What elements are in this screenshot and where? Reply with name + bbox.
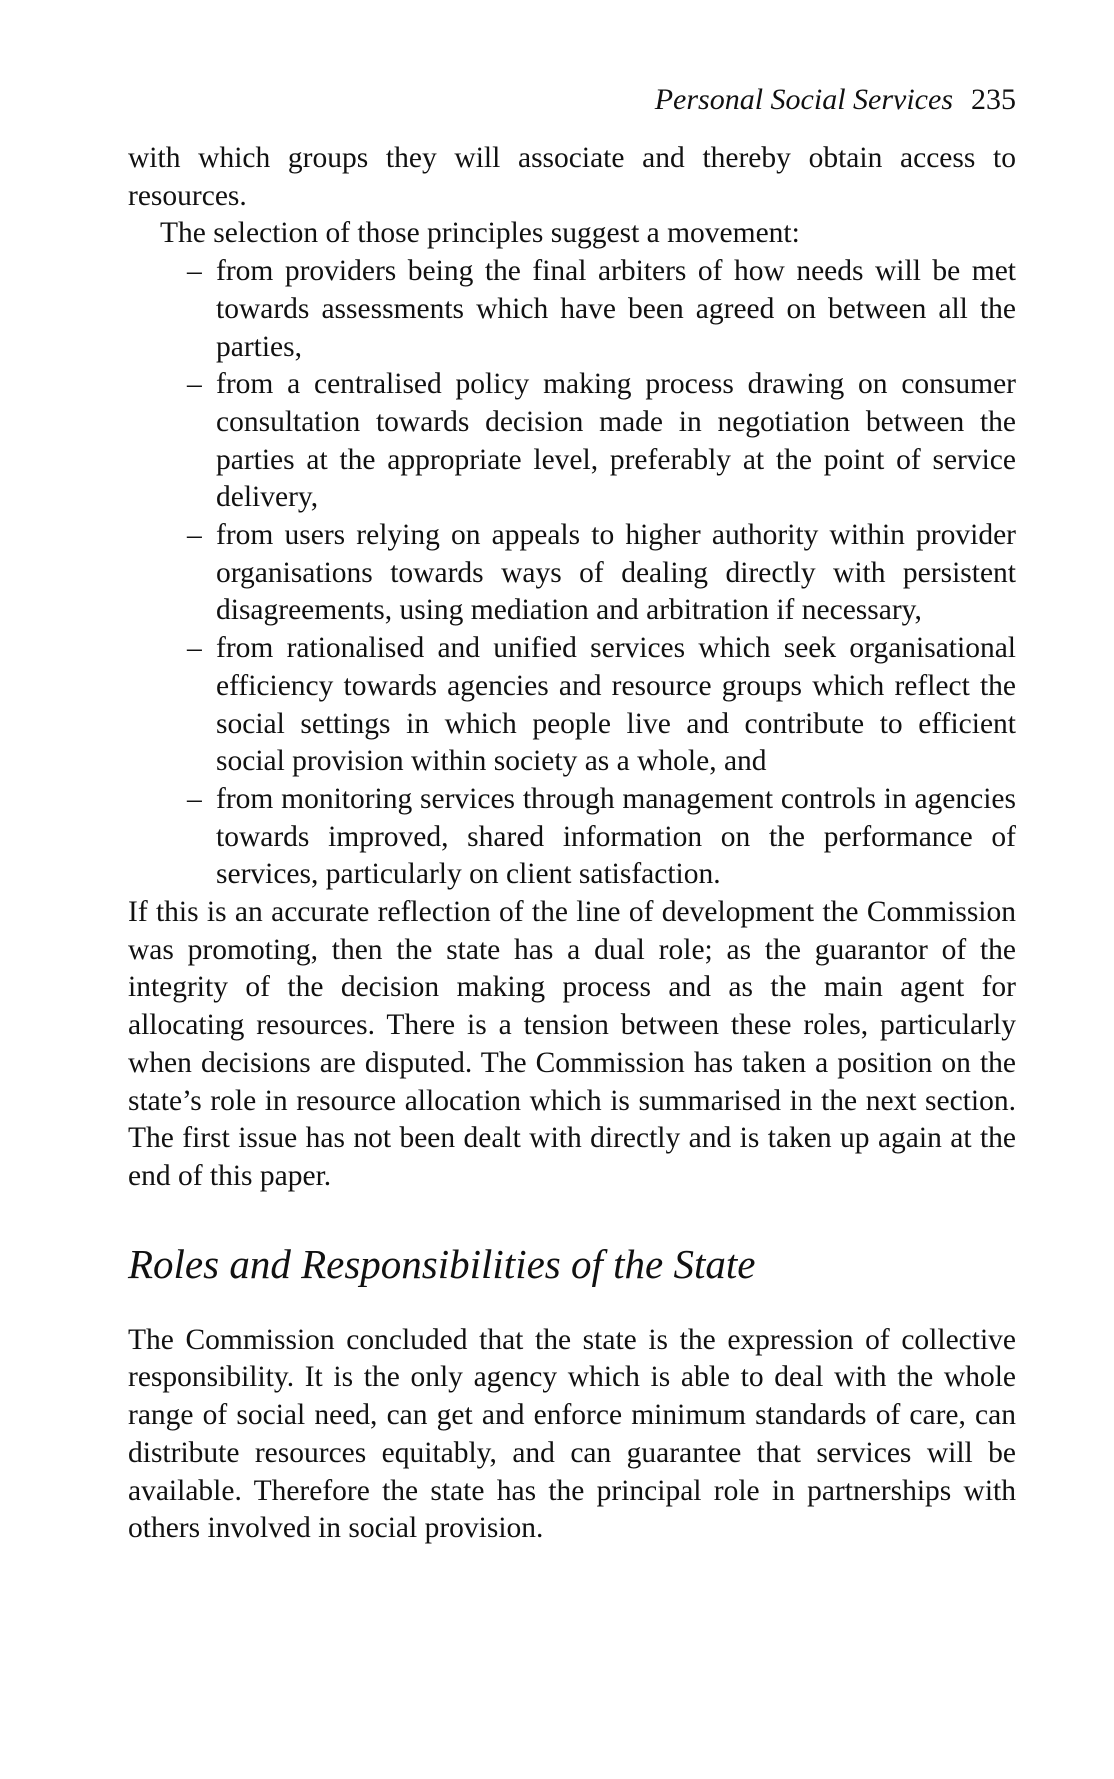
page-number: 235: [971, 83, 1016, 116]
dash-marker: –: [187, 255, 202, 288]
dash-marker: –: [187, 782, 202, 815]
list-item: [187, 781, 1016, 894]
list-item-text: from a centralised policy making process drawing on consumer consultation towards decision made in negotiation between the parties at the appropriate level, preferably at the point of service delivery,: [216, 368, 1016, 514]
running-title: Personal Social Services: [654, 83, 953, 116]
conclusion-paragraph: If this is an accurate reflection of the line of development the Commission was promoting, then the state has a dual role; as the guarantor of the integrity of the decision making process and as the main agent for allocating resources. There is a tension between these roles, particularly when decisions are disputed. The Commission has taken a position on the state’s role in resource allocation which is summarised in the next section. The first issue has not been dealt with directly and is taken up again at the end of this paper.: [128, 896, 1016, 1192]
list-item: [187, 517, 1016, 630]
running-header: [128, 82, 1016, 118]
body-text: [128, 140, 1016, 1548]
dash-marker: –: [187, 519, 202, 552]
dash-marker: –: [187, 368, 202, 401]
list-item-text: from providers being the final arbiters of how needs will be met towards assessments which have been agreed on between all the parties,: [216, 255, 1016, 363]
list-item-text: from rationalised and unified services which seek organisational efficiency towards agencies and resource groups which reflect the social settings in which people live and contribute to efficient social provision within society as a whole, and: [216, 632, 1016, 778]
dash-marker: –: [187, 632, 202, 665]
list-item: [187, 630, 1016, 781]
list-item: [187, 253, 1016, 366]
section-paragraph: The Commission concluded that the state is the expression of collective responsibility. It is the only agency which is able to deal with the whole range of social need, can get and enforce minimum standards of care, can distribute resources equitably, and can guarantee that services will be available. Therefore the state has the principal role in partnerships with others involved in social provision.: [128, 1323, 1016, 1545]
list-item: [187, 366, 1016, 517]
list-intro-paragraph: The selection of those principles suggest a movement:: [160, 217, 800, 250]
continuation-paragraph: with which groups they will associate and thereby obtain access to resources.: [128, 142, 1016, 212]
list-item-text: from users relying on appeals to higher authority within provider organisations towards ways of dealing directly with persistent disagreements, using mediation and arbitration if necessary,: [216, 519, 1016, 627]
list-item-text: from monitoring services through management controls in agencies towards improved, shared information on the performance of services, particularly on client satisfaction.: [216, 782, 1016, 891]
section-heading: Roles and Responsibilities of the State: [128, 1240, 756, 1287]
movement-list: [128, 253, 1016, 894]
